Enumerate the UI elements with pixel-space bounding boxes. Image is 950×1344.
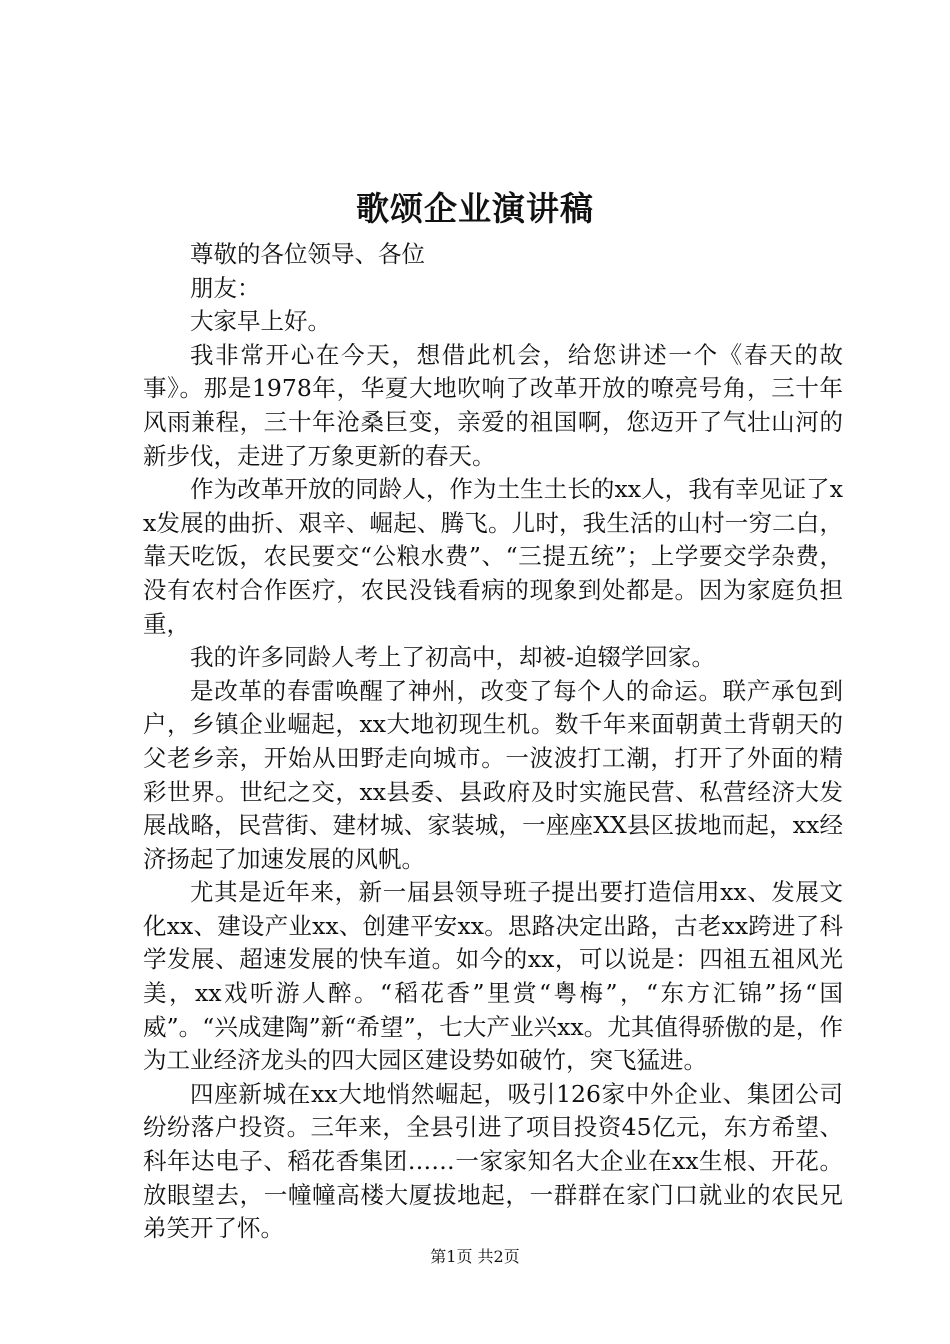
salutation-line-1: 尊敬的各位领导、各位 (190, 240, 425, 268)
body-paragraph: 作为改革开放的同龄人，作为土生土长的xx人，我有幸见证了xx发展的曲折、艰辛、崛起、腾飞。儿时，我生活的山村一穷二白，靠天吃饭，农民要交“公粮水费”、“三提五统”；上学要交学杂费，没有农村合作医疗，农民没钱看病的现象到处都是。因为家庭负担重， (143, 475, 843, 638)
body-paragraph: 我的许多同龄人考上了初高中，却被-迫辍学回家。 (190, 643, 715, 672)
greeting-paragraph: 大家早上好。 (190, 307, 331, 336)
body-paragraph: 我非常开心在今天，想借此机会，给您讲述一个《春天的故事》。那是1978年，华夏大地吹响了改革开放的嘹亮号角，三十年风雨兼程，三十年沧桑巨变，亲爱的祖国啊，您迈开了气壮山河的新步伐，走进了万象更新的春天。 (143, 340, 843, 470)
body-paragraph: 是改革的春雷唤醒了神州，改变了每个人的命运。联产承包到户，乡镇企业崛起，xx大地初现生机。数千年来面朝黄土背朝天的父老乡亲，开始从田野走向城市。一波波打工潮，打开了外面的精彩世界。世纪之交，xx县委、县政府及时实施民营、私营经济大发展战略，民营街、建材城、家装城，一座座XX县区拔地而起，xx经济扬起了加速发展的风帆。 (143, 676, 843, 873)
salutation-line-2: 朋友： (190, 273, 261, 302)
document-title: 歌颂企业演讲稿 (356, 189, 594, 228)
page-number-footer: 第1页 共2页 (430, 1247, 520, 1266)
body-paragraph: 尤其是近年来，新一届县领导班子提出要打造信用xx、发展文化xx、建设产业xx、创建平安xx。思路决定出路，古老xx跨进了科学发展、超速发展的快车道。如今的xx，可以说是：四祖五祖风光美，xx戏听游人醉。“稻花香”里赏“粤梅”，“东方汇锦”扬“国威”。“兴成建陶”新“希望”，七大产业兴xx。尤其值得骄傲的是，作为工业经济龙头的四大园区建设势如破竹，突飞猛进。 (143, 878, 843, 1075)
body-paragraph: 四座新城在xx大地悄然崛起，吸引126家中外企业、集团公司纷纷落户投资。三年来，全县引进了项目投资45亿元，东方希望、科年达电子、稻花香集团……一家家知名大企业在xx生根、开花。放眼望去，一幢幢高楼大厦拔地起，一群群在家门口就业的农民兄弟笑开了怀。 (143, 1079, 843, 1243)
document-body (143, 238, 843, 1246)
